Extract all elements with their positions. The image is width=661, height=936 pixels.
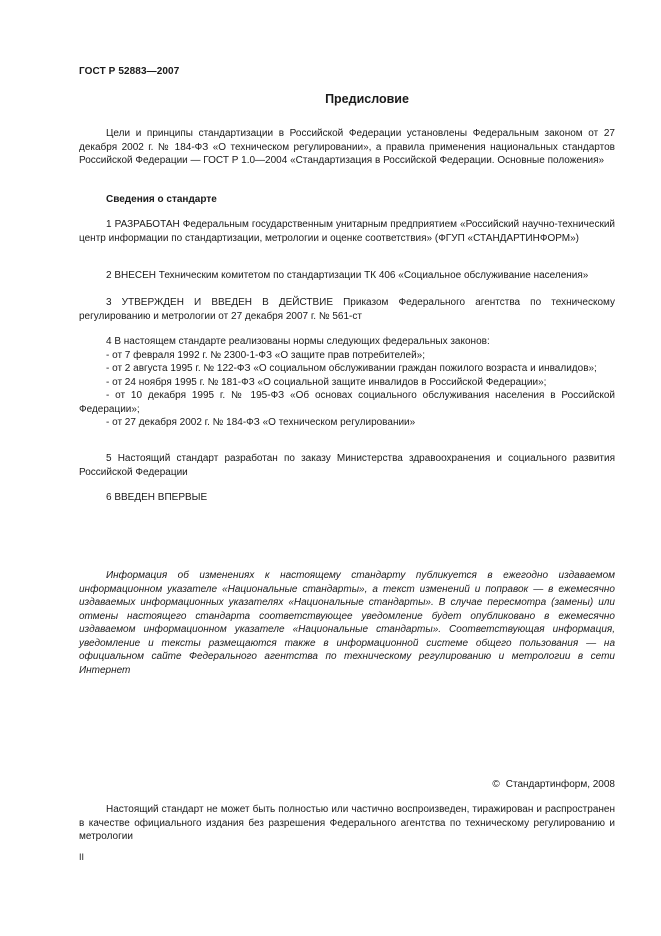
- law-item: - от 10 декабря 1995 г. № 195-ФЗ «Об основах социального обслуживания населения в Российской Федерации»;: [79, 390, 615, 415]
- item-4-intro: 4 В настоящем стандарте реализованы нормы следующих федеральных законов:: [106, 336, 490, 347]
- page-number: II: [79, 852, 85, 862]
- law-item: - от 2 августа 1995 г. № 122-ФЗ «О социальном обслуживании граждан пожилого возраста и инвалидов»;: [106, 363, 597, 374]
- item-5-block: [79, 452, 615, 479]
- legal-notice: Настоящий стандарт не может быть полностью или частично воспроизведен, тиражирован и распространен в качестве официального издания без разрешения Федерального агентства по техническому регулированию и метрологии: [79, 804, 615, 842]
- item-6-block: [79, 491, 615, 505]
- law-item: - от 27 декабря 2002 г. № 184-ФЗ «О техническом регулировании»: [106, 417, 416, 428]
- item-3-block: [79, 296, 615, 323]
- item-5: 5 Настоящий стандарт разработан по заказу Министерства здравоохранения и социального развития Российской Федерации: [79, 453, 615, 478]
- section-heading: Сведения о стандарте: [106, 194, 217, 205]
- item-2-block: [79, 269, 615, 283]
- info-notice-block: [79, 569, 615, 677]
- item-3: 3 УТВЕРЖДЕН И ВВЕДЕН В ДЕЙСТВИЕ Приказом Федерального агентства по техническому регулированию и метрологии от 27 декабря 2007 г. № 561-ст: [79, 297, 615, 322]
- law-item: - от 24 ноября 1995 г. № 181-ФЗ «О социальной защите инвалидов в Российской Федерации»;: [106, 376, 547, 388]
- section-heading-block: [79, 193, 615, 207]
- copyright-text: Стандартинформ, 2008: [505, 779, 615, 790]
- item-1-block: [79, 218, 615, 245]
- info-notice: Информация об изменениях к настоящему стандарту публикуется в ежегодно издаваемом информационном указателе «Национальные стандарты», а текст изменений и поправок — в ежемесячно издаваемых информационных указателях «Национальные стандарты». В случае пересмотра (замены) или отмены настоящего стандарта соответствующее уведомление будет опубликовано в ежемесячно издаваемом информационном указателе «Национальные стандарты». Соответствующая информация, уведомление и тексты размещаются также в информационной системе общего пользования — на официальном сайте Федерального агентства по техническому регулированию и метрологии в сети Интернет: [79, 570, 615, 676]
- intro-paragraph: Цели и принципы стандартизации в Российской Федерации установлены Федеральным законом от 27 декабря 2002 г. № 184-ФЗ «О техническом регулировании», а правила применения национальных стандартов Российской Федерации — ГОСТ Р 1.0—2004 «Стандартизация в Российской Федерации. Основные положения»: [79, 128, 615, 166]
- standard-number: ГОСТ Р 52883—2007: [79, 66, 180, 77]
- page-title: Предисловие: [325, 92, 409, 106]
- item-1: 1 РАЗРАБОТАН Федеральным государственным унитарным предприятием «Российский научно-технический центр информации по стандартизации, метрологии и оценке соответствия» (ФГУП «СТАНДАРТИНФОРМ»): [79, 219, 615, 244]
- item-6: 6 ВВЕДЕН ВПЕРВЫЕ: [106, 492, 208, 503]
- copyright-icon: ©: [492, 779, 500, 790]
- law-item: - от 7 февраля 1992 г. № 2300-1-ФЗ «О защите прав потребителей»;: [106, 349, 425, 361]
- copyright-line: [492, 778, 615, 792]
- item-4-block: [79, 335, 615, 430]
- legal-notice-block: [79, 803, 615, 844]
- intro-block: [79, 127, 615, 168]
- item-2: 2 ВНЕСЕН Техническим комитетом по стандартизации ТК 406 «Социальное обслуживание населения»: [106, 270, 589, 281]
